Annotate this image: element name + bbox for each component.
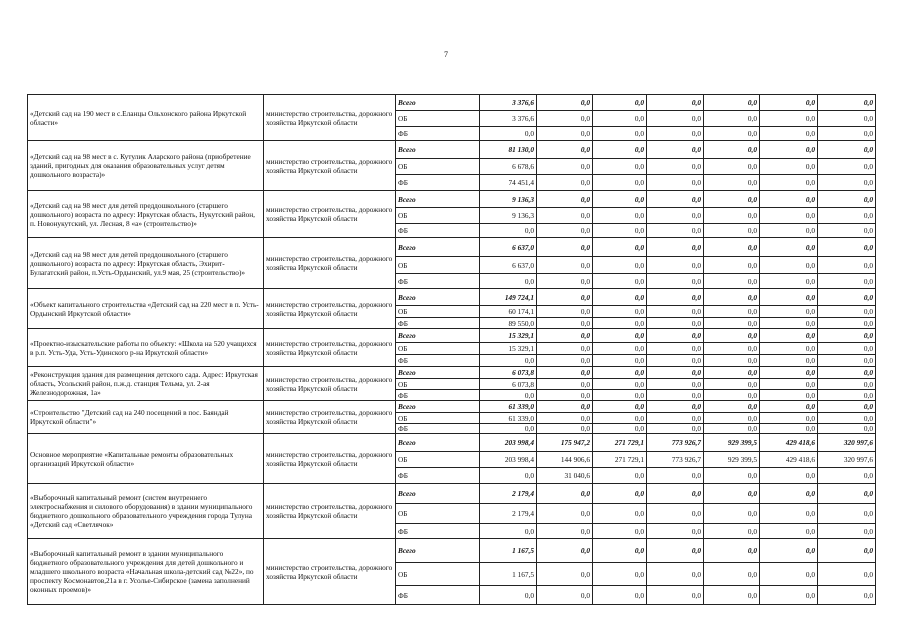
- amount-cell: 144 906,6: [537, 452, 593, 468]
- amount-cell: 0,0: [647, 318, 704, 329]
- amount-cell: 0,0: [818, 343, 876, 355]
- amount-cell: 0,0: [704, 355, 760, 367]
- amount-cell: 0,0: [760, 208, 818, 224]
- amount-cell: 0,0: [537, 238, 593, 257]
- funding-source: ОБ: [396, 413, 480, 424]
- funding-source: ФБ: [396, 355, 480, 367]
- amount-cell: 0,0: [647, 390, 704, 401]
- amount-cell: 0,0: [760, 329, 818, 343]
- amount-cell: 0,0: [593, 257, 647, 274]
- amount-cell: 60 174,1: [480, 306, 537, 318]
- amount-cell: 0,0: [647, 484, 704, 504]
- amount-cell: 0,0: [760, 390, 818, 401]
- amount-cell: 0,0: [704, 524, 760, 539]
- executor-name: министерство строительства, дорожного хозяйства Иркутской области: [264, 95, 396, 141]
- amount-cell: 0,0: [647, 274, 704, 289]
- amount-cell: 6 637,0: [480, 238, 537, 257]
- amount-cell: 0,0: [818, 401, 876, 413]
- funding-source: Всего: [396, 434, 480, 452]
- amount-cell: 0,0: [593, 390, 647, 401]
- executor-name: министерство строительства, дорожного хозяйства Иркутской области: [264, 367, 396, 401]
- amount-cell: 1 167,5: [480, 539, 537, 563]
- amount-cell: 81 130,0: [480, 141, 537, 159]
- amount-cell: 0,0: [593, 111, 647, 127]
- amount-cell: 0,0: [818, 95, 876, 111]
- amount-cell: 0,0: [593, 424, 647, 434]
- amount-cell: 320 997,6: [818, 434, 876, 452]
- funding-source: Всего: [396, 141, 480, 159]
- amount-cell: 0,0: [818, 563, 876, 586]
- measure-name: «Строительство "Детский сад на 240 посещений в пос. Баяндай Иркутской области"»: [28, 401, 264, 434]
- executor-name: министерство строительства, дорожного хозяйства Иркутской области: [264, 434, 396, 484]
- amount-cell: 0,0: [704, 127, 760, 141]
- amount-cell: 0,0: [818, 379, 876, 390]
- amount-cell: 6 637,0: [480, 257, 537, 274]
- amount-cell: 0,0: [818, 355, 876, 367]
- amount-cell: 0,0: [537, 306, 593, 318]
- amount-cell: 0,0: [818, 424, 876, 434]
- amount-cell: 0,0: [647, 401, 704, 413]
- amount-cell: 0,0: [704, 468, 760, 484]
- amount-cell: 0,0: [647, 539, 704, 563]
- amount-cell: 0,0: [480, 355, 537, 367]
- amount-cell: 74 451,4: [480, 175, 537, 191]
- amount-cell: 0,0: [760, 257, 818, 274]
- amount-cell: 0,0: [480, 390, 537, 401]
- amount-cell: 6 678,6: [480, 159, 537, 175]
- amount-cell: 0,0: [704, 257, 760, 274]
- amount-cell: 0,0: [760, 159, 818, 175]
- amount-cell: 0,0: [593, 401, 647, 413]
- amount-cell: 773 926,7: [647, 452, 704, 468]
- table-row: [28, 367, 876, 379]
- amount-cell: 0,0: [593, 524, 647, 539]
- amount-cell: 0,0: [537, 289, 593, 306]
- amount-cell: 9 136,3: [480, 191, 537, 208]
- amount-cell: 0,0: [593, 379, 647, 390]
- executor-name: министерство строительства, дорожного хозяйства Иркутской области: [264, 329, 396, 367]
- table-row: [28, 434, 876, 452]
- amount-cell: 0,0: [537, 127, 593, 141]
- amount-cell: 0,0: [818, 504, 876, 524]
- amount-cell: 0,0: [593, 159, 647, 175]
- funding-source: ФБ: [396, 175, 480, 191]
- amount-cell: 929 399,5: [704, 434, 760, 452]
- amount-cell: 0,0: [760, 563, 818, 586]
- amount-cell: 6 073,8: [480, 367, 537, 379]
- amount-cell: 0,0: [818, 224, 876, 238]
- amount-cell: 0,0: [760, 539, 818, 563]
- amount-cell: 0,0: [704, 289, 760, 306]
- amount-cell: 0,0: [760, 355, 818, 367]
- amount-cell: 0,0: [537, 379, 593, 390]
- amount-cell: 0,0: [704, 343, 760, 355]
- funding-source: ФБ: [396, 524, 480, 539]
- amount-cell: 0,0: [818, 274, 876, 289]
- amount-cell: 0,0: [760, 111, 818, 127]
- funding-source: ОБ: [396, 111, 480, 127]
- amount-cell: 0,0: [818, 175, 876, 191]
- amount-cell: 175 947,2: [537, 434, 593, 452]
- amount-cell: 0,0: [760, 413, 818, 424]
- amount-cell: 0,0: [760, 379, 818, 390]
- amount-cell: 0,0: [647, 563, 704, 586]
- amount-cell: 0,0: [704, 586, 760, 605]
- amount-cell: 0,0: [537, 484, 593, 504]
- measure-name: «Реконструкция здания для размещения детского сада. Адрес: Иркутская область, Усольский район, п.ж.д. станция Тельма, ул. 2-ая Железнодорожная, 1а»: [28, 367, 264, 401]
- amount-cell: 0,0: [593, 586, 647, 605]
- amount-cell: 0,0: [818, 238, 876, 257]
- amount-cell: 0,0: [818, 329, 876, 343]
- funding-source: Всего: [396, 539, 480, 563]
- amount-cell: 0,0: [480, 468, 537, 484]
- amount-cell: 2 179,4: [480, 484, 537, 504]
- amount-cell: 15 329,1: [480, 329, 537, 343]
- measure-name: «Выборочный капитальный ремонт (систем внутреннего электроснабжения и силового оборудования) в здании муниципального бюджетного дошкольного образовательного учреждения города Тулуна «Детский сад «Светлячок»: [28, 484, 264, 539]
- measure-name: «Детский сад на 190 мест в с.Еланцы Ольхонского района Иркутской области»: [28, 95, 264, 141]
- amount-cell: 0,0: [480, 224, 537, 238]
- executor-name: министерство строительства, дорожного хозяйства Иркутской области: [264, 289, 396, 329]
- amount-cell: 0,0: [760, 318, 818, 329]
- amount-cell: 0,0: [647, 111, 704, 127]
- table-row: [28, 401, 876, 413]
- amount-cell: 0,0: [760, 367, 818, 379]
- page-number: 7: [444, 50, 448, 59]
- amount-cell: 0,0: [760, 343, 818, 355]
- amount-cell: 0,0: [760, 141, 818, 159]
- amount-cell: 0,0: [760, 468, 818, 484]
- amount-cell: 3 376,6: [480, 111, 537, 127]
- amount-cell: 0,0: [593, 238, 647, 257]
- table-row: [28, 289, 876, 306]
- table-row: [28, 191, 876, 208]
- amount-cell: 203 998,4: [480, 434, 537, 452]
- amount-cell: 89 550,0: [480, 318, 537, 329]
- amount-cell: 0,0: [537, 355, 593, 367]
- amount-cell: 0,0: [647, 586, 704, 605]
- amount-cell: 61 339,0: [480, 401, 537, 413]
- amount-cell: 31 040,6: [537, 468, 593, 484]
- executor-name: министерство строительства, дорожного хозяйства Иркутской области: [264, 191, 396, 238]
- funding-source: ОБ: [396, 452, 480, 468]
- table-row: [28, 484, 876, 504]
- amount-cell: 0,0: [647, 224, 704, 238]
- amount-cell: 0,0: [704, 539, 760, 563]
- funding-source: Всего: [396, 484, 480, 504]
- amount-cell: 0,0: [704, 318, 760, 329]
- amount-cell: 203 998,4: [480, 452, 537, 468]
- measure-name: «Выборочный капитальный ремонт в здании муниципального бюджетного образовательного учреждения для детей дошкольного и младшего школьного возраста «Начальная школа-детский сад №22», по проспекту Космонавтов,21а в г. Усолье-Сибирское (замена заполнений оконных проемов)»: [28, 539, 264, 605]
- measure-name: «Проектно-изыскательские работы по объекту: «Школа на 520 учащихся в р.п. Усть-Уда, Усть-Удинского р-на Иркутской области»: [28, 329, 264, 367]
- amount-cell: 0,0: [593, 413, 647, 424]
- amount-cell: 0,0: [647, 257, 704, 274]
- amount-cell: 0,0: [593, 208, 647, 224]
- amount-cell: 0,0: [647, 329, 704, 343]
- amount-cell: 0,0: [818, 524, 876, 539]
- amount-cell: 0,0: [593, 343, 647, 355]
- table-row: [28, 329, 876, 343]
- amount-cell: 429 418,6: [760, 452, 818, 468]
- amount-cell: 0,0: [537, 111, 593, 127]
- funding-source: ФБ: [396, 424, 480, 434]
- table-row: [28, 141, 876, 159]
- amount-cell: 1 167,5: [480, 563, 537, 586]
- amount-cell: 0,0: [704, 111, 760, 127]
- amount-cell: 0,0: [818, 586, 876, 605]
- amount-cell: 149 724,1: [480, 289, 537, 306]
- amount-cell: 0,0: [593, 274, 647, 289]
- amount-cell: 0,0: [593, 355, 647, 367]
- amount-cell: 0,0: [647, 95, 704, 111]
- amount-cell: 0,0: [537, 141, 593, 159]
- amount-cell: 61 339,0: [480, 413, 537, 424]
- amount-cell: 0,0: [593, 484, 647, 504]
- amount-cell: 0,0: [593, 539, 647, 563]
- amount-cell: 2 179,4: [480, 504, 537, 524]
- amount-cell: 0,0: [480, 586, 537, 605]
- amount-cell: 0,0: [760, 175, 818, 191]
- amount-cell: 0,0: [537, 175, 593, 191]
- amount-cell: 0,0: [593, 318, 647, 329]
- funding-source: Всего: [396, 191, 480, 208]
- amount-cell: 0,0: [704, 504, 760, 524]
- amount-cell: 0,0: [818, 159, 876, 175]
- funding-source: ОБ: [396, 504, 480, 524]
- amount-cell: 0,0: [480, 274, 537, 289]
- amount-cell: 0,0: [818, 191, 876, 208]
- funding-source: ФБ: [396, 390, 480, 401]
- amount-cell: 0,0: [647, 127, 704, 141]
- amount-cell: 6 073,8: [480, 379, 537, 390]
- amount-cell: 0,0: [818, 257, 876, 274]
- amount-cell: 0,0: [593, 367, 647, 379]
- measure-name: «Детский сад на 98 мест для детей преддошкольного (старшего дошкольного) возраста по адресу: Иркутская область, Нукутский район, п. Новонукутский, ул. Лесная, 8 «а» (строительство)»: [28, 191, 264, 238]
- amount-cell: 0,0: [537, 586, 593, 605]
- amount-cell: 0,0: [760, 586, 818, 605]
- amount-cell: 0,0: [480, 524, 537, 539]
- funding-source: Всего: [396, 238, 480, 257]
- amount-cell: 0,0: [760, 524, 818, 539]
- amount-cell: 0,0: [704, 329, 760, 343]
- amount-cell: 0,0: [704, 379, 760, 390]
- funding-source: Всего: [396, 289, 480, 306]
- amount-cell: 0,0: [704, 224, 760, 238]
- amount-cell: 0,0: [760, 95, 818, 111]
- amount-cell: 0,0: [818, 127, 876, 141]
- amount-cell: 0,0: [704, 484, 760, 504]
- amount-cell: 0,0: [537, 424, 593, 434]
- funding-source: ФБ: [396, 586, 480, 605]
- amount-cell: 0,0: [593, 141, 647, 159]
- amount-cell: 0,0: [647, 424, 704, 434]
- funding-source: ОБ: [396, 208, 480, 224]
- amount-cell: 0,0: [760, 224, 818, 238]
- amount-cell: 0,0: [537, 257, 593, 274]
- amount-cell: 0,0: [593, 563, 647, 586]
- amount-cell: 0,0: [647, 524, 704, 539]
- amount-cell: 0,0: [818, 141, 876, 159]
- table-row: [28, 95, 876, 111]
- amount-cell: 0,0: [537, 390, 593, 401]
- amount-cell: 0,0: [818, 390, 876, 401]
- executor-name: министерство строительства, дорожного хозяйства Иркутской области: [264, 141, 396, 191]
- amount-cell: 0,0: [537, 539, 593, 563]
- amount-cell: 929 399,5: [704, 452, 760, 468]
- amount-cell: 271 729,1: [593, 434, 647, 452]
- amount-cell: 0,0: [537, 224, 593, 238]
- amount-cell: 0,0: [593, 468, 647, 484]
- amount-cell: 0,0: [647, 289, 704, 306]
- measure-name: «Детский сад на 98 мест в с. Кутулик Аларского района (приобретение зданий, пригодных для оказания образовательных услуг детям дошкольного возраста)»: [28, 141, 264, 191]
- amount-cell: 0,0: [537, 159, 593, 175]
- amount-cell: 0,0: [704, 424, 760, 434]
- amount-cell: 320 997,6: [818, 452, 876, 468]
- amount-cell: 9 136,3: [480, 208, 537, 224]
- table-row: [28, 238, 876, 257]
- amount-cell: 0,0: [647, 141, 704, 159]
- amount-cell: 0,0: [818, 289, 876, 306]
- amount-cell: 3 376,6: [480, 95, 537, 111]
- amount-cell: 0,0: [593, 289, 647, 306]
- amount-cell: 0,0: [537, 524, 593, 539]
- amount-cell: 0,0: [704, 274, 760, 289]
- amount-cell: 0,0: [704, 238, 760, 257]
- amount-cell: 0,0: [537, 343, 593, 355]
- funding-source: ОБ: [396, 563, 480, 586]
- amount-cell: 0,0: [537, 191, 593, 208]
- amount-cell: 0,0: [593, 306, 647, 318]
- amount-cell: 0,0: [647, 367, 704, 379]
- measure-name: «Детский сад на 98 мест для детей преддошкольного (старшего дошкольного) возраста по адресу: Иркутская область, Эхирит-Булагатский район, п.Усть-Ордынский, ул.9 мая, 25 (строительство)»: [28, 238, 264, 289]
- amount-cell: 0,0: [704, 306, 760, 318]
- funding-source: ОБ: [396, 306, 480, 318]
- amount-cell: 0,0: [647, 208, 704, 224]
- table-row: [28, 539, 876, 563]
- executor-name: министерство строительства, дорожного хозяйства Иркутской области: [264, 484, 396, 539]
- funding-source: Всего: [396, 329, 480, 343]
- amount-cell: 0,0: [537, 95, 593, 111]
- amount-cell: 0,0: [537, 329, 593, 343]
- executor-name: министерство строительства, дорожного хозяйства Иркутской области: [264, 539, 396, 605]
- funding-source: ОБ: [396, 379, 480, 390]
- amount-cell: 0,0: [537, 367, 593, 379]
- amount-cell: 0,0: [704, 563, 760, 586]
- amount-cell: 0,0: [593, 175, 647, 191]
- amount-cell: 0,0: [760, 424, 818, 434]
- amount-cell: 0,0: [818, 367, 876, 379]
- amount-cell: 0,0: [704, 390, 760, 401]
- amount-cell: 0,0: [537, 274, 593, 289]
- amount-cell: 0,0: [704, 367, 760, 379]
- amount-cell: 0,0: [818, 111, 876, 127]
- funding-source: ФБ: [396, 224, 480, 238]
- amount-cell: 15 329,1: [480, 343, 537, 355]
- amount-cell: 0,0: [647, 343, 704, 355]
- executor-name: министерство строительства, дорожного хозяйства Иркутской области: [264, 238, 396, 289]
- funding-source: Всего: [396, 95, 480, 111]
- amount-cell: 0,0: [647, 191, 704, 208]
- amount-cell: 0,0: [593, 504, 647, 524]
- amount-cell: 0,0: [760, 238, 818, 257]
- amount-cell: 0,0: [537, 208, 593, 224]
- funding-source: ОБ: [396, 343, 480, 355]
- funding-source: ФБ: [396, 274, 480, 289]
- budget-table: [27, 94, 876, 605]
- measure-name: Основное мероприятие «Капитальные ремонты образовательных организаций Иркутской области»: [28, 434, 264, 484]
- amount-cell: 0,0: [647, 355, 704, 367]
- amount-cell: 0,0: [760, 289, 818, 306]
- amount-cell: 0,0: [593, 224, 647, 238]
- amount-cell: 0,0: [593, 191, 647, 208]
- amount-cell: 0,0: [704, 191, 760, 208]
- amount-cell: 0,0: [537, 413, 593, 424]
- amount-cell: 0,0: [480, 424, 537, 434]
- amount-cell: 0,0: [647, 468, 704, 484]
- amount-cell: 0,0: [818, 539, 876, 563]
- amount-cell: 0,0: [647, 159, 704, 175]
- funding-source: Всего: [396, 367, 480, 379]
- amount-cell: 0,0: [480, 127, 537, 141]
- amount-cell: 0,0: [760, 306, 818, 318]
- amount-cell: 0,0: [647, 504, 704, 524]
- amount-cell: 0,0: [760, 191, 818, 208]
- amount-cell: 0,0: [704, 413, 760, 424]
- amount-cell: 0,0: [647, 238, 704, 257]
- amount-cell: 0,0: [537, 504, 593, 524]
- amount-cell: 0,0: [593, 95, 647, 111]
- amount-cell: 0,0: [647, 379, 704, 390]
- amount-cell: 429 418,6: [760, 434, 818, 452]
- executor-name: министерство строительства, дорожного хозяйства Иркутской области: [264, 401, 396, 434]
- amount-cell: 0,0: [760, 127, 818, 141]
- amount-cell: 0,0: [704, 401, 760, 413]
- amount-cell: 0,0: [760, 484, 818, 504]
- funding-source: ОБ: [396, 159, 480, 175]
- amount-cell: 0,0: [704, 141, 760, 159]
- funding-source: Всего: [396, 401, 480, 413]
- amount-cell: 0,0: [818, 306, 876, 318]
- amount-cell: 0,0: [704, 95, 760, 111]
- funding-source: ФБ: [396, 468, 480, 484]
- amount-cell: 0,0: [760, 274, 818, 289]
- amount-cell: 0,0: [760, 504, 818, 524]
- amount-cell: 0,0: [537, 318, 593, 329]
- amount-cell: 773 926,7: [647, 434, 704, 452]
- amount-cell: 0,0: [818, 318, 876, 329]
- amount-cell: 0,0: [647, 413, 704, 424]
- amount-cell: 0,0: [537, 401, 593, 413]
- amount-cell: 0,0: [593, 329, 647, 343]
- amount-cell: 271 729,1: [593, 452, 647, 468]
- amount-cell: 0,0: [704, 175, 760, 191]
- funding-source: ФБ: [396, 127, 480, 141]
- amount-cell: 0,0: [593, 127, 647, 141]
- amount-cell: 0,0: [818, 208, 876, 224]
- amount-cell: 0,0: [647, 306, 704, 318]
- amount-cell: 0,0: [704, 159, 760, 175]
- amount-cell: 0,0: [760, 401, 818, 413]
- amount-cell: 0,0: [818, 413, 876, 424]
- amount-cell: 0,0: [818, 484, 876, 504]
- funding-source: ОБ: [396, 257, 480, 274]
- amount-cell: 0,0: [704, 208, 760, 224]
- measure-name: «Объект капитального строительства «Детский сад на 220 мест в п. Усть-Ордынский Иркутской области»: [28, 289, 264, 329]
- funding-source: ФБ: [396, 318, 480, 329]
- amount-cell: 0,0: [818, 468, 876, 484]
- amount-cell: 0,0: [537, 563, 593, 586]
- amount-cell: 0,0: [647, 175, 704, 191]
